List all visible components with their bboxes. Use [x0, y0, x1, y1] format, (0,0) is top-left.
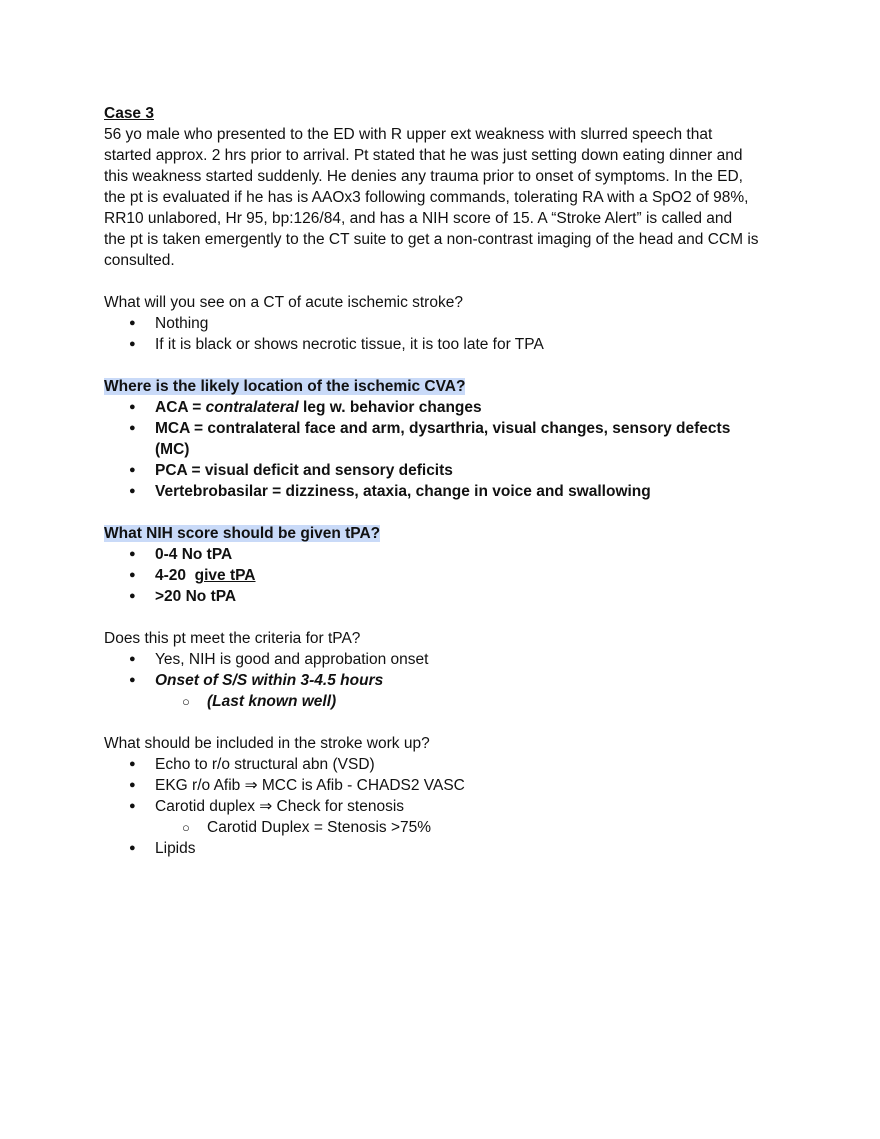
case-line-6: the pt is taken emergently to the CT suite to get a non-contrast imaging of the head and CCM is [104, 231, 759, 248]
give-tpa-text: give tPA [194, 567, 256, 584]
case-line-1: 56 yo male who presented to the ED with R upper ext weakness with slurred speech that [104, 126, 713, 143]
aca-prefix: ACA = [155, 399, 206, 416]
sub-list-item: ○ Carotid Duplex = Stenosis >75% [104, 817, 784, 838]
criteria-answer-list [104, 649, 784, 712]
case-line-2: started approx. 2 hrs prior to arrival. Pt stated that he was just setting down eating dinner and [104, 147, 743, 164]
workup-question: What should be included in the stroke work up? [104, 735, 430, 752]
nih-range: 4-20 [155, 567, 195, 584]
case-title: Case 3 [104, 105, 154, 122]
list-item [104, 565, 784, 586]
location-answer-list [104, 397, 784, 502]
list-item-mca [104, 418, 784, 460]
sub-list-item: ○ (Last known well) [104, 691, 784, 712]
list-item: ● Carotid duplex ⇒ Check for stenosis [104, 796, 784, 817]
case-line-5: RR10 unlabored, Hr 95, bp:126/84, and has a NIH score of 15. A “Stroke Alert” is called and [104, 210, 733, 227]
list-item: ● >20 No tPA [104, 586, 784, 607]
ct-answer-list [104, 313, 784, 355]
list-item-vertebrobasilar: ● Vertebrobasilar = dizziness, ataxia, change in voice and swallowing [104, 481, 784, 502]
nih-question [104, 523, 784, 544]
criteria-question: Does this pt meet the criteria for tPA? [104, 630, 361, 647]
nih-answer-list [104, 544, 784, 607]
workup-answer-list [104, 754, 784, 859]
list-item: ● If it is black or shows necrotic tissue, it is too late for TPA [104, 334, 784, 355]
ct-question: What will you see on a CT of acute ischemic stroke? [104, 294, 463, 311]
list-item: ● Onset of S/S within 3-4.5 hours [104, 670, 784, 691]
list-item: ● Lipids [104, 838, 784, 859]
case-line-7: consulted. [104, 252, 175, 269]
mca-line-2: (MC) [155, 441, 190, 458]
aca-italic: contralateral [205, 399, 299, 416]
document-page [104, 103, 784, 859]
case-line-3: this weakness started suddenly. He denies any trauma prior to onset of symptoms. In the ED, [104, 168, 743, 185]
list-item: ● EKG r/o Afib ⇒ MCC is Afib - CHADS2 VASC [104, 775, 784, 796]
location-question-highlight: Where is the likely location of the ischemic CVA? [104, 378, 466, 395]
list-item: ● Echo to r/o structural abn (VSD) [104, 754, 784, 775]
case-line-4: the pt is evaluated if he has is AAOx3 following commands, tolerating RA with a SpO2 of 98%, [104, 189, 749, 206]
list-item-aca [104, 397, 784, 418]
list-item: ● Nothing [104, 313, 784, 334]
location-question [104, 376, 784, 397]
nih-question-highlight: What NIH score should be given tPA? [104, 525, 381, 542]
list-item: ● 0-4 No tPA [104, 544, 784, 565]
list-item: ● Yes, NIH is good and approbation onset [104, 649, 784, 670]
list-item-pca: ● PCA = visual deficit and sensory deficits [104, 460, 784, 481]
aca-suffix: leg w. behavior changes [298, 399, 482, 416]
mca-line-1: MCA = contralateral face and arm, dysarthria, visual changes, sensory defects [155, 420, 731, 437]
